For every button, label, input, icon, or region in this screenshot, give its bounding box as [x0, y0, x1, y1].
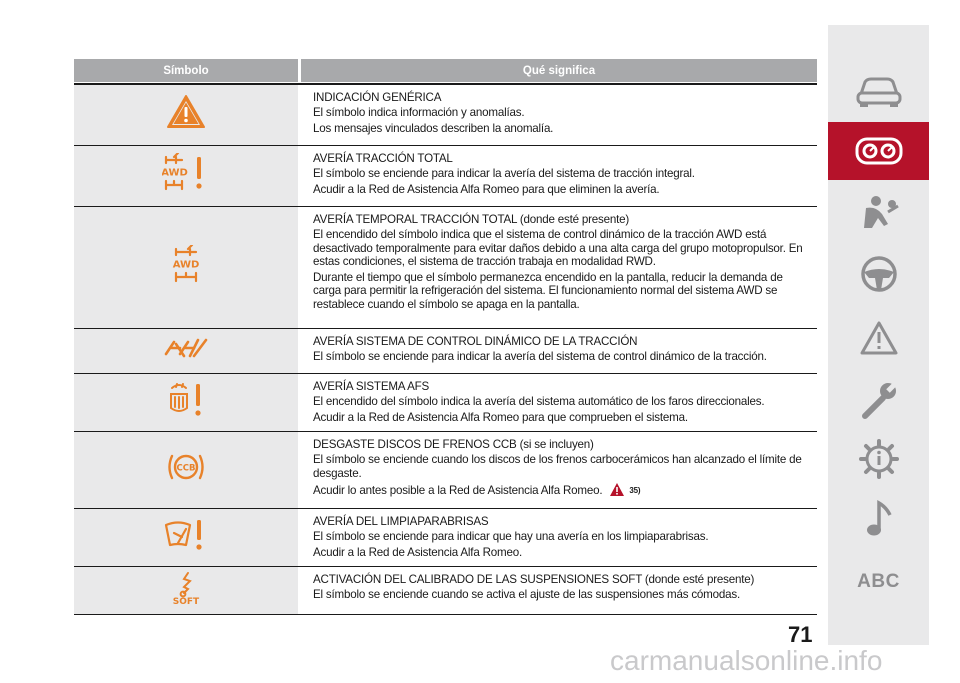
row-text: Acudir lo antes posible a la Red de Asistencia Alfa Romeo. 35) [313, 482, 809, 501]
table-row [74, 329, 817, 374]
row-text: El símbolo se enciende cuando se activa el ajuste de las suspensiones más cómodas. [313, 588, 740, 602]
nav-index[interactable] [828, 553, 929, 611]
nav-dashboard[interactable] [828, 122, 929, 180]
ccb-brake-icon [166, 451, 206, 488]
table-row [74, 146, 817, 207]
row-title: AVERÍA SISTEMA AFS [313, 379, 430, 393]
warning-lights-table [74, 59, 817, 615]
table-header [74, 59, 817, 82]
row-text: El encendido del símbolo indica que el sistema de control dinámico de la tracción AWD está desactivado temporalmente para evitar daños debido a una alta carga del grupo motopropulsor. En estas condiciones, el sistema de tracción trabaja en modalidad RWD. [313, 228, 803, 269]
header-meaning: Qué significa [301, 59, 817, 82]
table-row [74, 85, 817, 146]
warning-icon [859, 320, 899, 356]
svg-text:AWD: AWD [172, 259, 200, 270]
dashboard-icon [855, 137, 903, 165]
steering-wheel-icon [859, 254, 899, 294]
row-text: El símbolo se enciende para indicar que hay una avería en los limpiaparabrisas. [313, 530, 709, 544]
table-row [74, 567, 817, 615]
table-row [74, 374, 817, 432]
row-text: El encendido del símbolo indica la avería del sistema automático de los faros direccionales. [313, 395, 765, 409]
row-text: Los mensajes vinculados describen la anomalía. [313, 121, 554, 135]
row-text: El símbolo indica información y anomalías. [313, 106, 525, 120]
svg-text:CCB: CCB [176, 463, 196, 474]
table-row [74, 509, 817, 567]
row-title: AVERÍA TRACCIÓN TOTAL [313, 151, 453, 165]
row-text: El símbolo se enciende para indicar la avería del sistema de tracción integral. [313, 167, 695, 181]
row-title: AVERÍA SISTEMA DE CONTROL DINÁMICO DE LA TRACCIÓN [313, 334, 638, 348]
table-row [74, 207, 817, 329]
header-symbol: Símbolo [74, 59, 298, 82]
nav-car[interactable] [828, 63, 929, 121]
wiper-fault-icon [164, 517, 208, 558]
row-text: Acudir a la Red de Asistencia Alfa Romeo. [313, 545, 522, 559]
awd-temporary-icon [168, 245, 204, 290]
row-text: Acudir a la Red de Asistencia Alfa Romeo para que eliminen la avería. [313, 182, 660, 196]
reference-note: 35) [629, 486, 641, 496]
danger-icon [609, 482, 625, 501]
dynamic-traction-icon [164, 336, 208, 365]
airbag-person-icon [858, 194, 900, 234]
row-text: Acudir a la Red de Asistencia Alfa Romeo para que comprueben el sistema. [313, 410, 688, 424]
row-title: INDICACIÓN GENÉRICA [313, 90, 442, 104]
nav-safety[interactable] [828, 185, 929, 243]
row-title: ACTIVACIÓN DEL CALIBRADO DE LAS SUSPENSIONES SOFT (donde esté presente) [313, 572, 755, 586]
car-icon [855, 76, 903, 108]
afs-headlight-icon [165, 380, 207, 425]
nav-multimedia[interactable] [828, 490, 929, 548]
music-note-icon [864, 499, 894, 539]
nav-driving[interactable] [828, 245, 929, 303]
warning-triangle-icon [166, 94, 206, 135]
table-row [74, 432, 817, 509]
soft-suspension-icon [166, 570, 206, 611]
row-title: AVERÍA TEMPORAL TRACCIÓN TOTAL (donde esté presente) [313, 212, 630, 226]
page-number: 71 [788, 622, 813, 647]
row-title: AVERÍA DEL LIMPIAPARABRISAS [313, 514, 489, 528]
svg-text:AWD: AWD [162, 167, 188, 179]
gear-info-icon [859, 439, 899, 479]
row-text: Durante el tiempo que el símbolo permanezca encendido en la pantalla, reducir la demanda de carga para permitir la refrigeración del sistema. El funcionamiento normal del sistema AWD se restablece cuando el símbolo se apaga en la pantalla. [313, 270, 783, 312]
row-title: DESGASTE DISCOS DE FRENOS CCB (si se incluyen) [313, 437, 594, 451]
row-text: El símbolo se enciende cuando los discos de los frenos carbocerámicos han alcanzado el límite de desgaste. [313, 453, 802, 480]
wrench-icon [859, 380, 899, 420]
nav-technical-data[interactable] [828, 430, 929, 488]
watermark: carmanualsonline.info [610, 645, 883, 676]
svg-text:SOFT: SOFT [172, 596, 200, 606]
row-text: El símbolo se enciende para indicar la avería del sistema de control dinámico de la tracción. [313, 350, 767, 364]
awd-fault-icon [162, 153, 210, 198]
nav-emergency[interactable] [828, 309, 929, 367]
chapter-sidebar [828, 25, 929, 645]
abc-index: ABC [857, 571, 900, 592]
nav-maintenance[interactable] [828, 371, 929, 429]
